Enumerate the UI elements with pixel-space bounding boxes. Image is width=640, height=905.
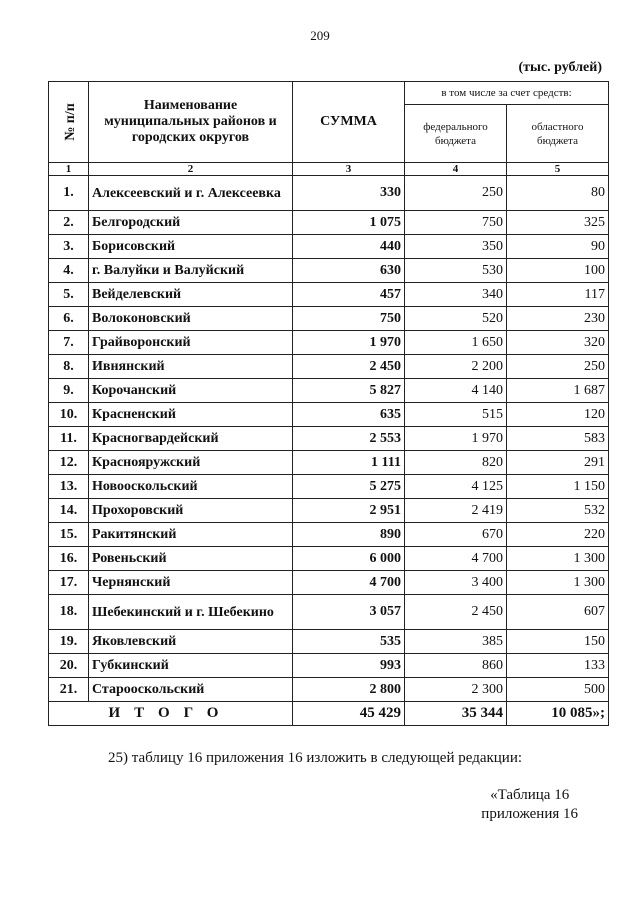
row-number: 4. — [49, 259, 89, 283]
row-regional: 1 687 — [507, 379, 609, 403]
row-sum: 5 275 — [293, 475, 405, 499]
row-regional: 1 300 — [507, 547, 609, 571]
total-label: ИТОГО — [49, 702, 293, 726]
row-federal: 4 140 — [405, 379, 507, 403]
row-regional: 607 — [507, 595, 609, 630]
table-caption — [481, 786, 578, 824]
district-name: Грайворонский — [89, 331, 293, 355]
total-row — [49, 702, 609, 726]
row-regional: 320 — [507, 331, 609, 355]
row-sum: 1 075 — [293, 211, 405, 235]
row-sum: 2 450 — [293, 355, 405, 379]
row-number: 18. — [49, 595, 89, 630]
row-sum: 635 — [293, 403, 405, 427]
row-federal: 4 700 — [405, 547, 507, 571]
header-row — [49, 82, 609, 105]
row-regional: 500 — [507, 678, 609, 702]
table-row — [49, 176, 609, 211]
row-number: 9. — [49, 379, 89, 403]
column-number: 3 — [293, 163, 405, 176]
row-regional: 100 — [507, 259, 609, 283]
table-row — [49, 595, 609, 630]
district-name: Старооскольский — [89, 678, 293, 702]
row-regional: 133 — [507, 654, 609, 678]
row-sum: 5 827 — [293, 379, 405, 403]
header-name: Наименование муниципальных районов и городских округов — [89, 82, 293, 163]
district-name: Борисовский — [89, 235, 293, 259]
row-regional: 250 — [507, 355, 609, 379]
header-including: в том числе за счет средств: — [405, 82, 609, 105]
table-caption-line1: «Таблица 16 — [490, 787, 570, 803]
row-regional: 325 — [507, 211, 609, 235]
district-name: Красненский — [89, 403, 293, 427]
row-number: 13. — [49, 475, 89, 499]
table-row — [49, 499, 609, 523]
row-sum: 6 000 — [293, 547, 405, 571]
row-number: 17. — [49, 571, 89, 595]
row-regional: 80 — [507, 176, 609, 211]
row-sum: 1 111 — [293, 451, 405, 475]
table-row — [49, 403, 609, 427]
row-number: 21. — [49, 678, 89, 702]
row-federal: 340 — [405, 283, 507, 307]
table-row — [49, 451, 609, 475]
column-number: 5 — [507, 163, 609, 176]
row-number: 7. — [49, 331, 89, 355]
row-number: 20. — [49, 654, 89, 678]
row-federal: 385 — [405, 630, 507, 654]
row-federal: 250 — [405, 176, 507, 211]
row-number: 19. — [49, 630, 89, 654]
row-regional: 220 — [507, 523, 609, 547]
table-row — [49, 427, 609, 451]
table-row — [49, 211, 609, 235]
row-federal: 2 419 — [405, 499, 507, 523]
row-sum: 630 — [293, 259, 405, 283]
district-name: Корочанский — [89, 379, 293, 403]
district-name: Прохоровский — [89, 499, 293, 523]
row-regional: 583 — [507, 427, 609, 451]
table-caption-line2: приложения 16 — [481, 806, 578, 822]
header-num — [49, 82, 89, 163]
table-row — [49, 331, 609, 355]
total-federal: 35 344 — [405, 702, 507, 726]
row-federal: 3 400 — [405, 571, 507, 595]
row-number: 6. — [49, 307, 89, 331]
row-federal: 1 970 — [405, 427, 507, 451]
row-federal: 2 300 — [405, 678, 507, 702]
column-number: 2 — [89, 163, 293, 176]
row-federal: 350 — [405, 235, 507, 259]
district-name: Ракитянский — [89, 523, 293, 547]
row-federal: 2 450 — [405, 595, 507, 630]
row-sum: 440 — [293, 235, 405, 259]
total-regional: 10 085»; — [507, 702, 609, 726]
district-name: г. Валуйки и Валуйский — [89, 259, 293, 283]
column-number-row — [49, 163, 609, 176]
column-number: 1 — [49, 163, 89, 176]
row-sum: 2 553 — [293, 427, 405, 451]
row-regional: 90 — [507, 235, 609, 259]
table-row — [49, 259, 609, 283]
total-sum: 45 429 — [293, 702, 405, 726]
header-num-text: № п/п — [62, 103, 78, 141]
row-sum: 993 — [293, 654, 405, 678]
row-sum: 4 700 — [293, 571, 405, 595]
header-regional: областного бюджета — [507, 105, 609, 163]
header-sum: СУММА — [293, 82, 405, 163]
units-label: (тыс. рублей) — [518, 60, 602, 75]
table-row — [49, 355, 609, 379]
row-sum: 750 — [293, 307, 405, 331]
row-number: 8. — [49, 355, 89, 379]
row-federal: 515 — [405, 403, 507, 427]
row-regional: 230 — [507, 307, 609, 331]
budget-table — [48, 81, 609, 726]
row-federal: 2 200 — [405, 355, 507, 379]
table-row — [49, 379, 609, 403]
row-federal: 530 — [405, 259, 507, 283]
row-federal: 4 125 — [405, 475, 507, 499]
row-regional: 120 — [507, 403, 609, 427]
row-sum: 890 — [293, 523, 405, 547]
district-name: Краснояружский — [89, 451, 293, 475]
column-number: 4 — [405, 163, 507, 176]
table-row — [49, 307, 609, 331]
table-row — [49, 571, 609, 595]
district-name: Ровеньский — [89, 547, 293, 571]
district-name: Яковлевский — [89, 630, 293, 654]
row-federal: 750 — [405, 211, 507, 235]
row-regional: 532 — [507, 499, 609, 523]
row-number: 16. — [49, 547, 89, 571]
row-number: 12. — [49, 451, 89, 475]
row-sum: 1 970 — [293, 331, 405, 355]
table-row — [49, 523, 609, 547]
row-regional: 1 150 — [507, 475, 609, 499]
table-row — [49, 654, 609, 678]
row-regional: 117 — [507, 283, 609, 307]
row-number: 3. — [49, 235, 89, 259]
district-name: Чернянский — [89, 571, 293, 595]
table-row — [49, 678, 609, 702]
row-sum: 535 — [293, 630, 405, 654]
table-row — [49, 283, 609, 307]
header-federal: федерального бюджета — [405, 105, 507, 163]
row-federal: 860 — [405, 654, 507, 678]
row-federal: 520 — [405, 307, 507, 331]
row-regional: 291 — [507, 451, 609, 475]
row-sum: 2 800 — [293, 678, 405, 702]
row-sum: 330 — [293, 176, 405, 211]
row-sum: 2 951 — [293, 499, 405, 523]
table-row — [49, 547, 609, 571]
district-name: Белгородский — [89, 211, 293, 235]
table-row — [49, 475, 609, 499]
district-name: Вейделевский — [89, 283, 293, 307]
row-number: 1. — [49, 176, 89, 211]
district-name: Ивнянский — [89, 355, 293, 379]
row-federal: 670 — [405, 523, 507, 547]
district-name: Красногвардейский — [89, 427, 293, 451]
row-number: 5. — [49, 283, 89, 307]
district-name: Волоконовский — [89, 307, 293, 331]
row-regional: 1 300 — [507, 571, 609, 595]
district-name: Новооскольский — [89, 475, 293, 499]
row-federal: 1 650 — [405, 331, 507, 355]
amendment-paragraph: 25) таблицу 16 приложения 16 изложить в следующей редакции: — [108, 750, 523, 766]
row-number: 15. — [49, 523, 89, 547]
page-number: 209 — [310, 28, 330, 43]
table-row — [49, 235, 609, 259]
row-regional: 150 — [507, 630, 609, 654]
row-sum: 457 — [293, 283, 405, 307]
table-row — [49, 630, 609, 654]
row-number: 10. — [49, 403, 89, 427]
district-name: Губкинский — [89, 654, 293, 678]
table-body — [49, 163, 609, 702]
row-number: 11. — [49, 427, 89, 451]
row-number: 14. — [49, 499, 89, 523]
row-federal: 820 — [405, 451, 507, 475]
row-sum: 3 057 — [293, 595, 405, 630]
district-name: Алексеевский и г. Алексеевка — [89, 176, 293, 211]
district-name: Шебекинский и г. Шебекино — [89, 595, 293, 630]
row-number: 2. — [49, 211, 89, 235]
